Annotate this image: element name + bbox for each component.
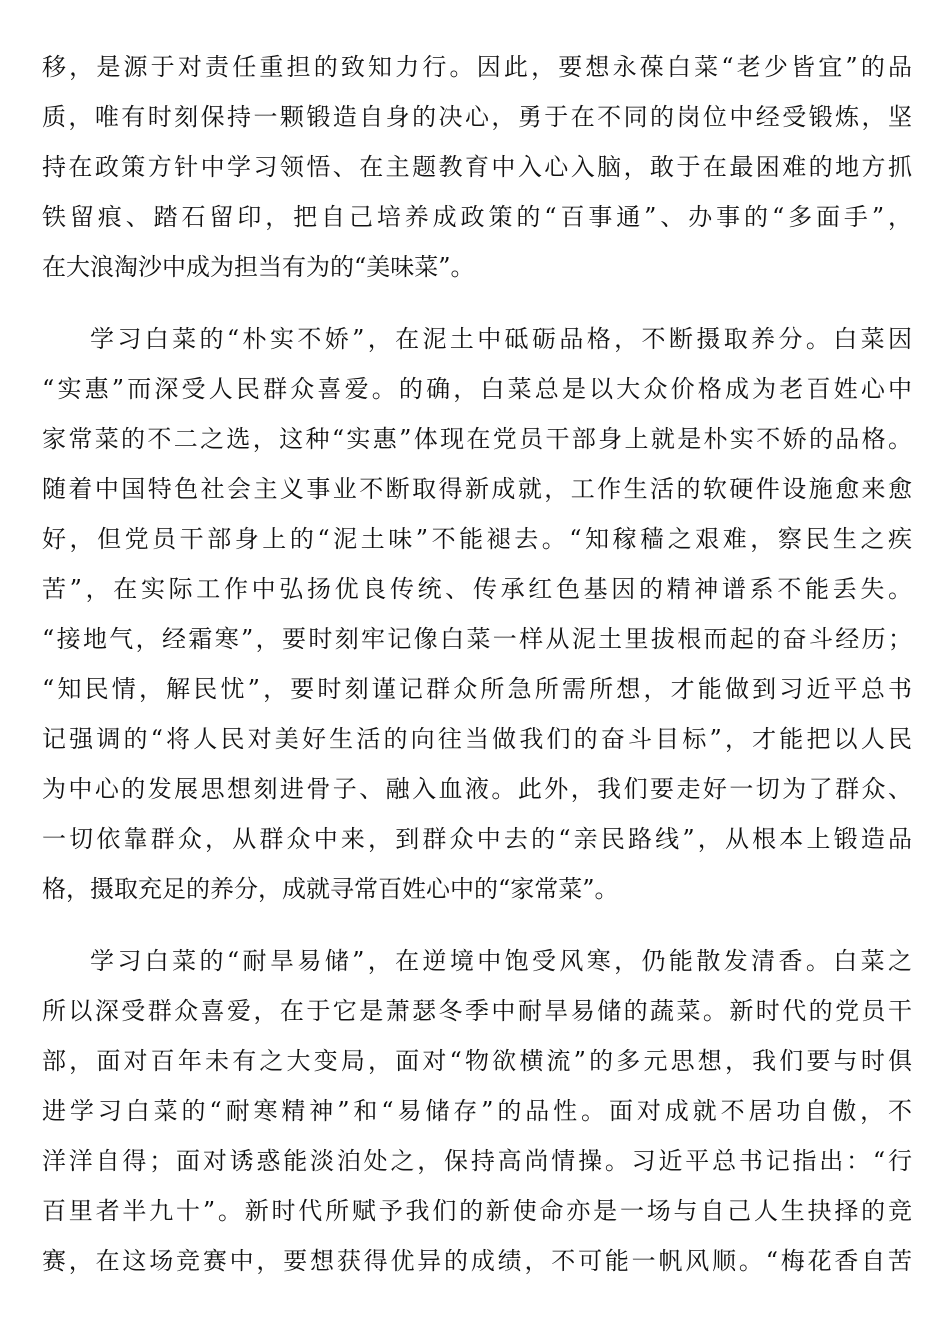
text-line: “知民情，解民忧”，要时刻谨记群众所急所需所想，才能做到习近平总书: [42, 675, 912, 703]
paragraph-first-line: 学习白菜的“朴实不娇”，在泥土中砥砺品格，不断摄取养分。白菜因: [90, 325, 912, 353]
text-line: 记强调的“将人民对美好生活的向往当做我们的奋斗目标”，才能把以人民: [42, 725, 912, 753]
text-line: 好，但党员干部身上的“泥土味”不能褪去。“知稼穑之艰难，察民生之疾: [42, 525, 912, 553]
text-line: “接地气，经霜寒”，要时刻牢记像白菜一样从泥土里拔根而起的奋斗经历；: [42, 625, 912, 653]
text-line: 在大浪淘沙中成为担当有为的“美味菜”。: [42, 253, 475, 281]
text-line: 移，是源于对责任重担的致知力行。因此，要想永葆白菜“老少皆宜”的品: [42, 53, 912, 81]
paragraph-first-line: 学习白菜的“耐旱易储”，在逆境中饱受风寒，仍能散发清香。白菜之: [90, 947, 912, 975]
text-line: 洋洋自得；面对诱惑能淡泊处之，保持高尚情操。习近平总书记指出：“行: [42, 1147, 912, 1175]
text-line: 所以深受群众喜爱，在于它是萧瑟冬季中耐旱易储的蔬菜。新时代的党员干: [42, 997, 912, 1025]
text-line: 随着中国特色社会主义事业不断取得新成就，工作生活的软硬件设施愈来愈: [42, 475, 912, 503]
text-line: 铁留痕、踏石留印，把自己培养成政策的“百事通”、办事的“多面手”，: [42, 203, 912, 231]
text-line: 苦”，在实际工作中弘扬优良传统、传承红色基因的精神谱系不能丢失。: [42, 575, 912, 603]
text-line: 赛，在这场竞赛中，要想获得优异的成绩，不可能一帆风顺。“梅花香自苦: [42, 1247, 912, 1275]
text-line: 进学习白菜的“耐寒精神”和“易储存”的品性。面对成就不居功自傲，不: [42, 1097, 912, 1125]
text-line: 格，摄取充足的养分，成就寻常百姓心中的“家常菜”。: [42, 875, 619, 903]
text-line: 部，面对百年未有之大变局，面对“物欲横流”的多元思想，我们要与时俱: [42, 1047, 912, 1075]
text-line: 一切依靠群众，从群众中来，到群众中去的“亲民路线”，从根本上锻造品: [42, 825, 912, 853]
text-line: 持在政策方针中学习领悟、在主题教育中入心入脑，敢于在最困难的地方抓: [42, 153, 912, 181]
text-line: 质，唯有时刻保持一颗锻造自身的决心，勇于在不同的岗位中经受锻炼，坚: [42, 103, 912, 131]
text-line: “实惠”而深受人民群众喜爱。的确，白菜总是以大众价格成为老百姓心中: [42, 375, 912, 403]
text-line: 百里者半九十”。新时代所赋予我们的新使命亦是一场与自己人生抉择的竞: [42, 1197, 912, 1225]
text-line: 为中心的发展思想刻进骨子、融入血液。此外，我们要走好一切为了群众、: [42, 775, 912, 803]
text-line: 家常菜的不二之选，这种“实惠”体现在党员干部身上就是朴实不娇的品格。: [42, 425, 912, 453]
